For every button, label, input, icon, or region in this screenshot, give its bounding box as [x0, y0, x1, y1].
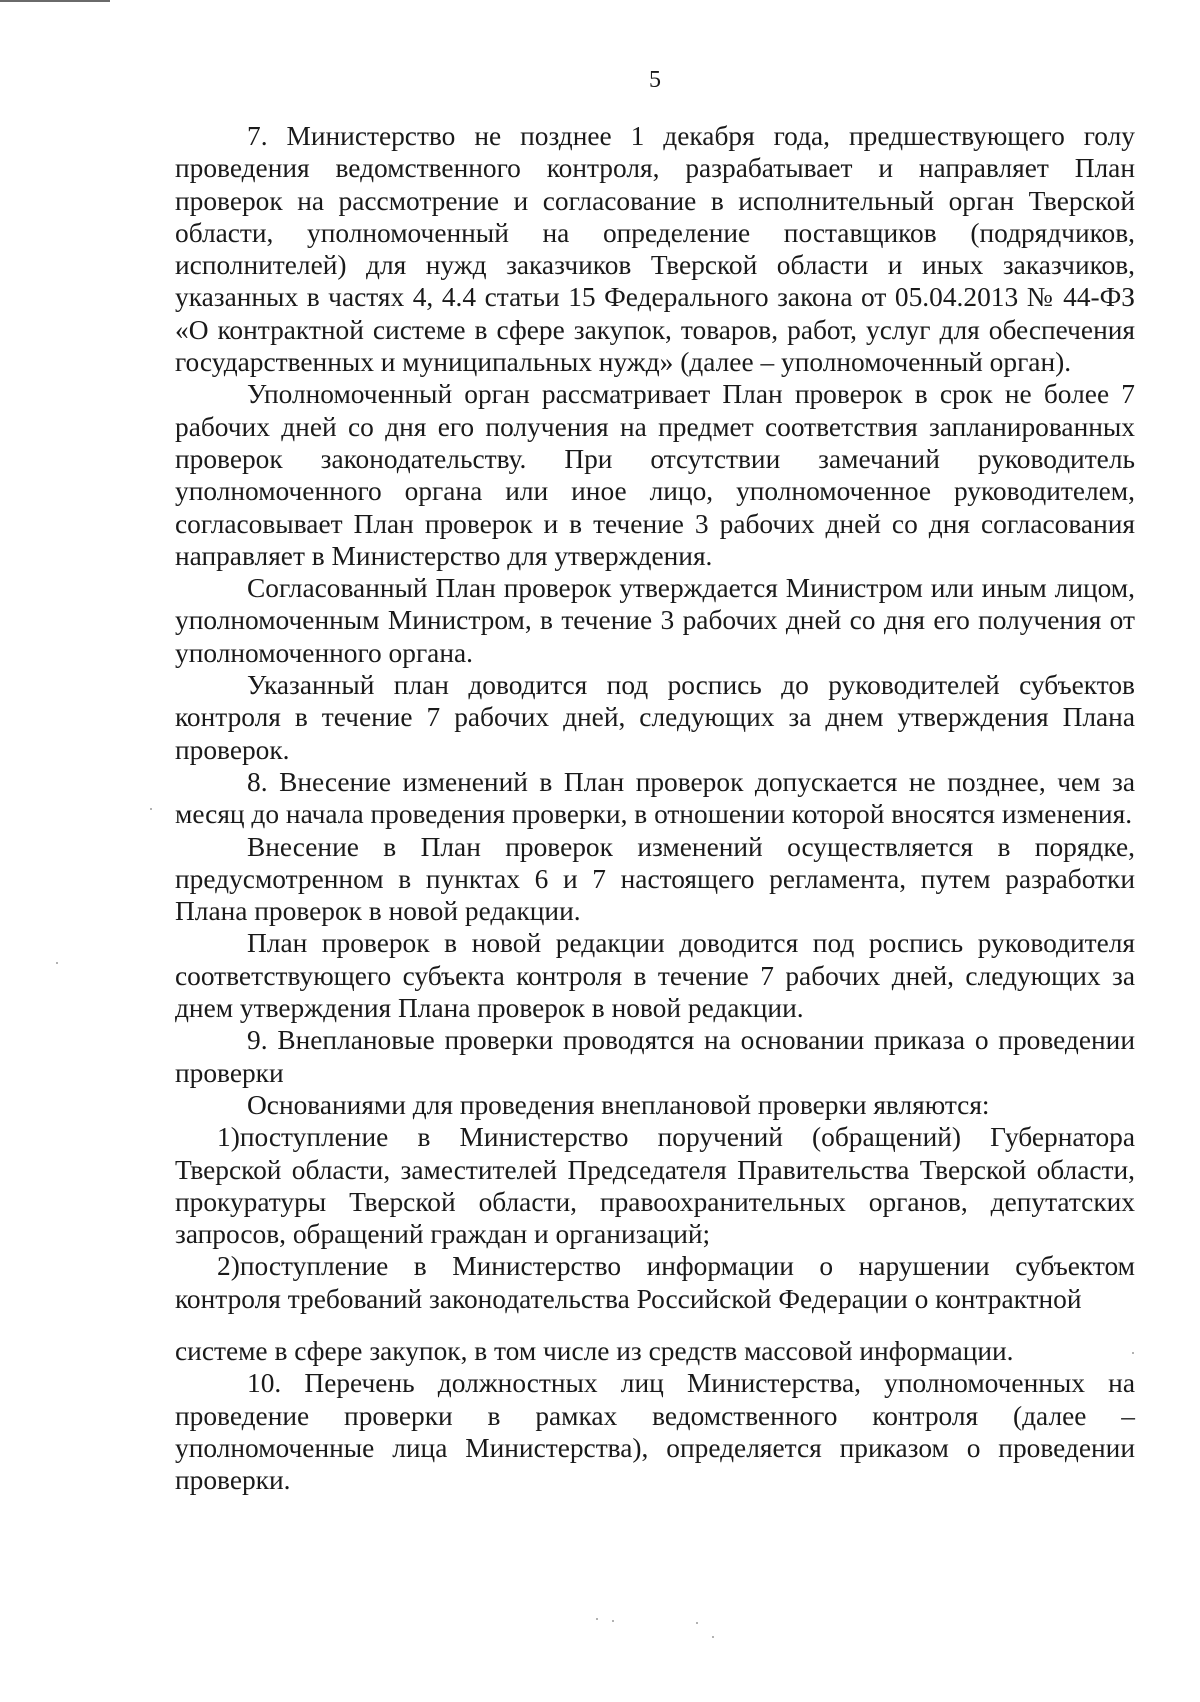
document-body — [175, 120, 1135, 1496]
list-item-2-continued: системе в сфере закупок, в том числе из средств массовой информации. — [175, 1335, 1014, 1366]
scan-speck — [150, 808, 152, 810]
paragraph-7-approval: Согласованный План проверок утверждается Министром или иным лицом, уполномоченным Министром, в течение 3 рабочих дней со дня его получения от уполномоченного органа. — [175, 573, 1135, 668]
paragraph-8: 8. Внесение изменений в План проверок допускается не позднее, чем за месяц до начала проведения проверки, в отношении которой вносятся изменения. — [175, 766, 1135, 830]
document-page — [175, 66, 1135, 1496]
paragraph-8-delivery: План проверок в новой редакции доводится под роспись руководителя соответствующего субъекта контроля в течение 7 рабочих дней, следующих за днем утверждения Плана проверок в новой редакции. — [175, 928, 1135, 1024]
paragraph-10: 10. Перечень должностных лиц Министерства, уполномоченных на проведение проверки в рамках ведомственного контроля (далее – уполномоченные лица Министерства), определяется приказом о проведении проверки. — [175, 1368, 1135, 1496]
page-number: 5 — [649, 67, 661, 93]
list-item-2: 2)поступление в Министерство информации о нарушении субъектом контроля требований законодательства Российской Федерации о контрактной — [175, 1251, 1135, 1314]
paragraph-7-delivery: Указанный план доводится под роспись до руководителей субъектов контроля в течение 7 рабочих дней, следующих за днем утверждения Плана проверок. — [175, 670, 1135, 765]
scan-speck — [612, 1620, 614, 1622]
paragraph-7: 7. Министерство не позднее 1 декабря года, предшествующего голу проведения ведомственного контроля, разрабатывает и направляет План проверок на рассмотрение и согласование в исполнительный орган Тверской области, уполномоченный на определение поставщиков (подрядчиков, исполнителей) для нужд заказчиков Тверской области и иных заказчиков, указанных в частях 4, 4.4 статьи 15 Федерального закона от 05.04.2013 № 44-ФЗ «О контрактной системе в сфере закупок, товаров, работ, услуг для обеспечения государственных и муниципальных нужд» (далее – уполномоченный орган). — [175, 121, 1135, 378]
paragraph-9-grounds: Основаниями для проведения внеплановой проверки являются: — [247, 1089, 990, 1120]
paragraph-8-procedure: Внесение в План проверок изменений осуществляется в порядке, предусмотренном в пунктах 6 и 7 настоящего регламента, путем разработки Плана проверок в новой редакции. — [175, 831, 1135, 927]
list-item-1: 1)поступление в Министерство поручений (обращений) Губернатора Тверской области, заместителей Председателя Правительства Тверской области, прокуратуры Тверской области, правоохранительных органов, депутатских запросов, обращений граждан и организаций; — [175, 1122, 1135, 1250]
scan-speck — [696, 1622, 698, 1624]
scan-speck — [596, 1618, 598, 1620]
scan-speck — [56, 962, 58, 964]
scan-speck — [712, 1636, 714, 1638]
paragraph-7-review: Уполномоченный орган рассматривает План проверок в срок не более 7 рабочих дней со дня его получения на предмет соответствия запланированных проверок законодательству. При отсутствии замечаний руководитель уполномоченного органа или иное лицо, уполномоченное руководителем, согласовывает План проверок и в течение 3 рабочих дней со дня согласования направляет в Министерство для утверждения. — [175, 379, 1135, 571]
scan-edge-mark — [0, 0, 110, 2]
paragraph-9: 9. Внеплановые проверки проводятся на основании приказа о проведении проверки — [175, 1025, 1135, 1088]
scan-speck — [1132, 1352, 1134, 1354]
